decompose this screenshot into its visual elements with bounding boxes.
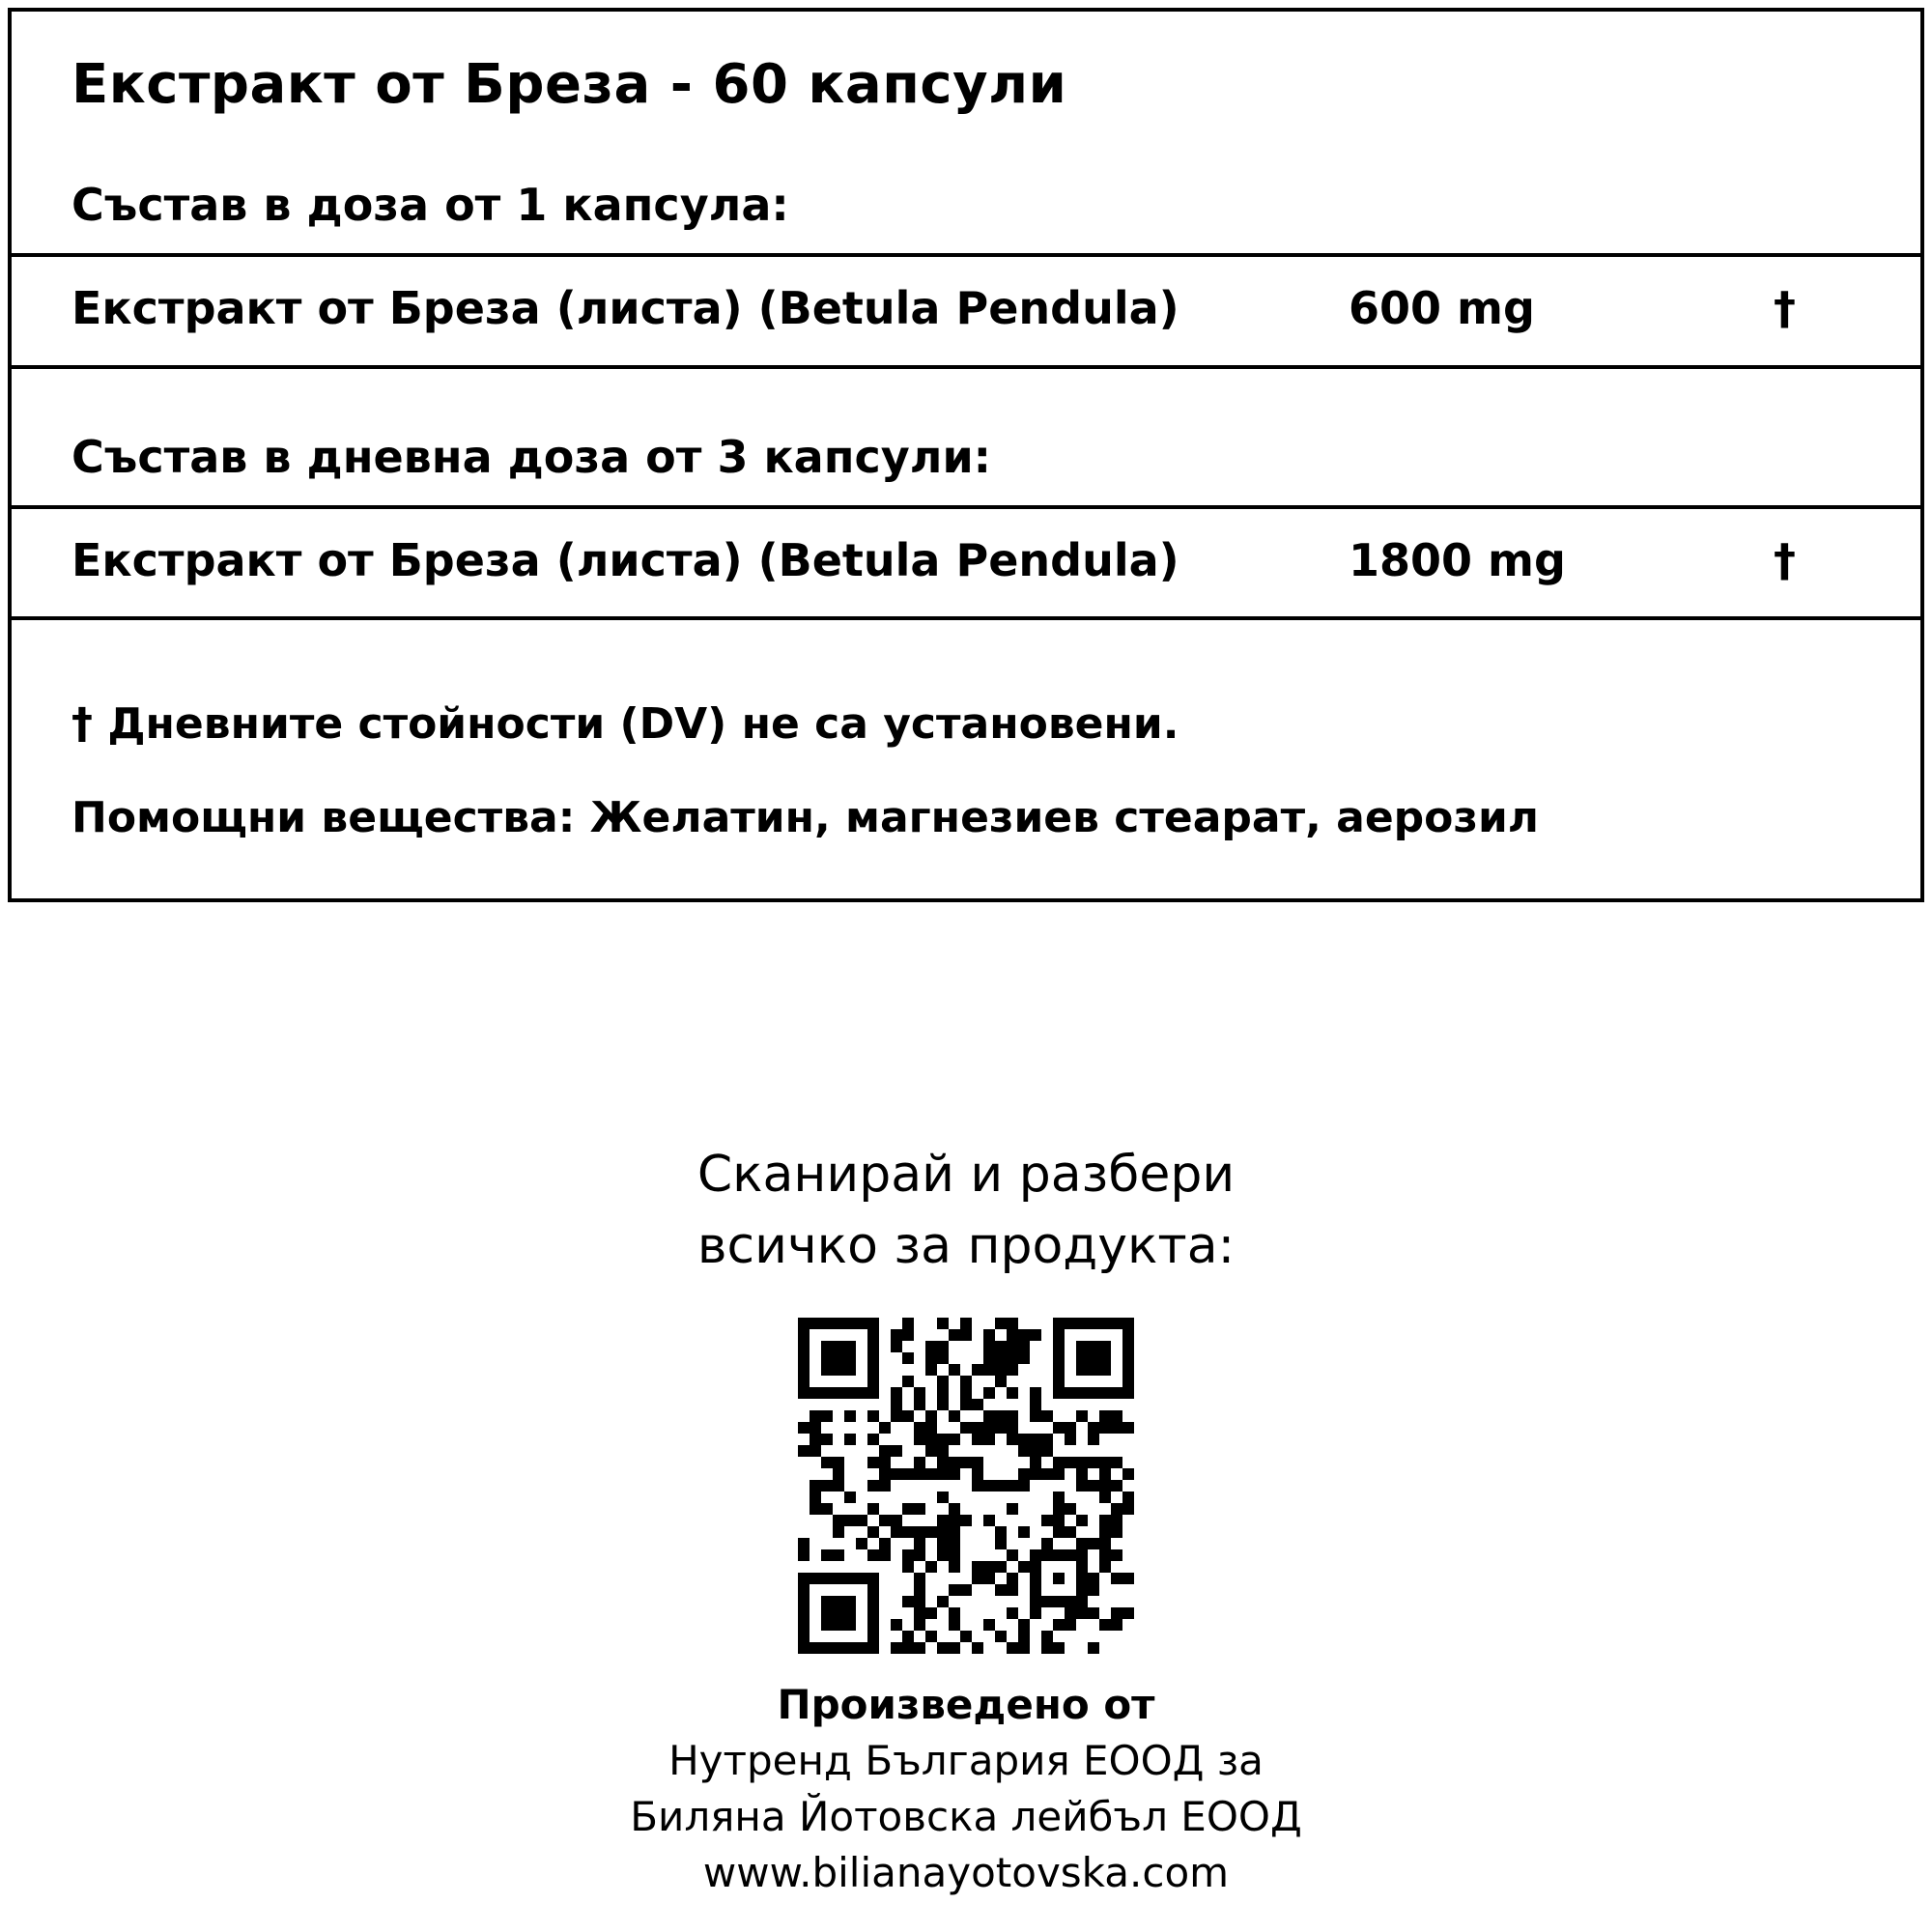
excipients-line: Помощни вещества: Желатин, магнезиев стеарат, аерозил [71, 792, 1540, 842]
brand-owner-line: Биляна Йотовска лейбъл ЕООД [630, 1792, 1302, 1840]
daily-value-footnote: † Дневните стойности (DV) не са установени. [71, 698, 1179, 749]
qr-code-icon [798, 1318, 1134, 1654]
product-title: Екстракт от Бреза - 60 капсули [71, 53, 1067, 116]
ingredient-name: Екстракт от Бреза (листа) (Betula Pendula) [71, 282, 1179, 335]
website-url: www.bilianayotovska.com [702, 1848, 1230, 1896]
supplement-facts-box [8, 8, 1924, 902]
serving-header-single: Състав в доза от 1 капсула: [71, 179, 789, 232]
ingredient-amount: 1800 mg [1349, 533, 1566, 586]
nutrient-row [12, 257, 1920, 364]
scan-heading-line1: Сканирай и разбери [696, 1146, 1236, 1204]
daily-value-dagger: † [1774, 533, 1796, 586]
manufacturer-line: Нутренд България ЕООД за [668, 1736, 1264, 1784]
scan-heading [0, 1140, 1932, 1283]
nutrient-row [12, 509, 1920, 616]
daily-value-dagger: † [1774, 282, 1796, 335]
produced-by-label: Произведено от [777, 1680, 1155, 1728]
serving-header-daily: Състав в дневна доза от 3 капсули: [71, 430, 992, 483]
scan-section [0, 1140, 1932, 1900]
ingredient-name: Екстракт от Бреза (листа) (Betula Pendula) [71, 533, 1179, 586]
scan-heading-line2: всичко за продукта: [696, 1216, 1236, 1275]
ingredient-amount: 600 mg [1349, 282, 1535, 335]
